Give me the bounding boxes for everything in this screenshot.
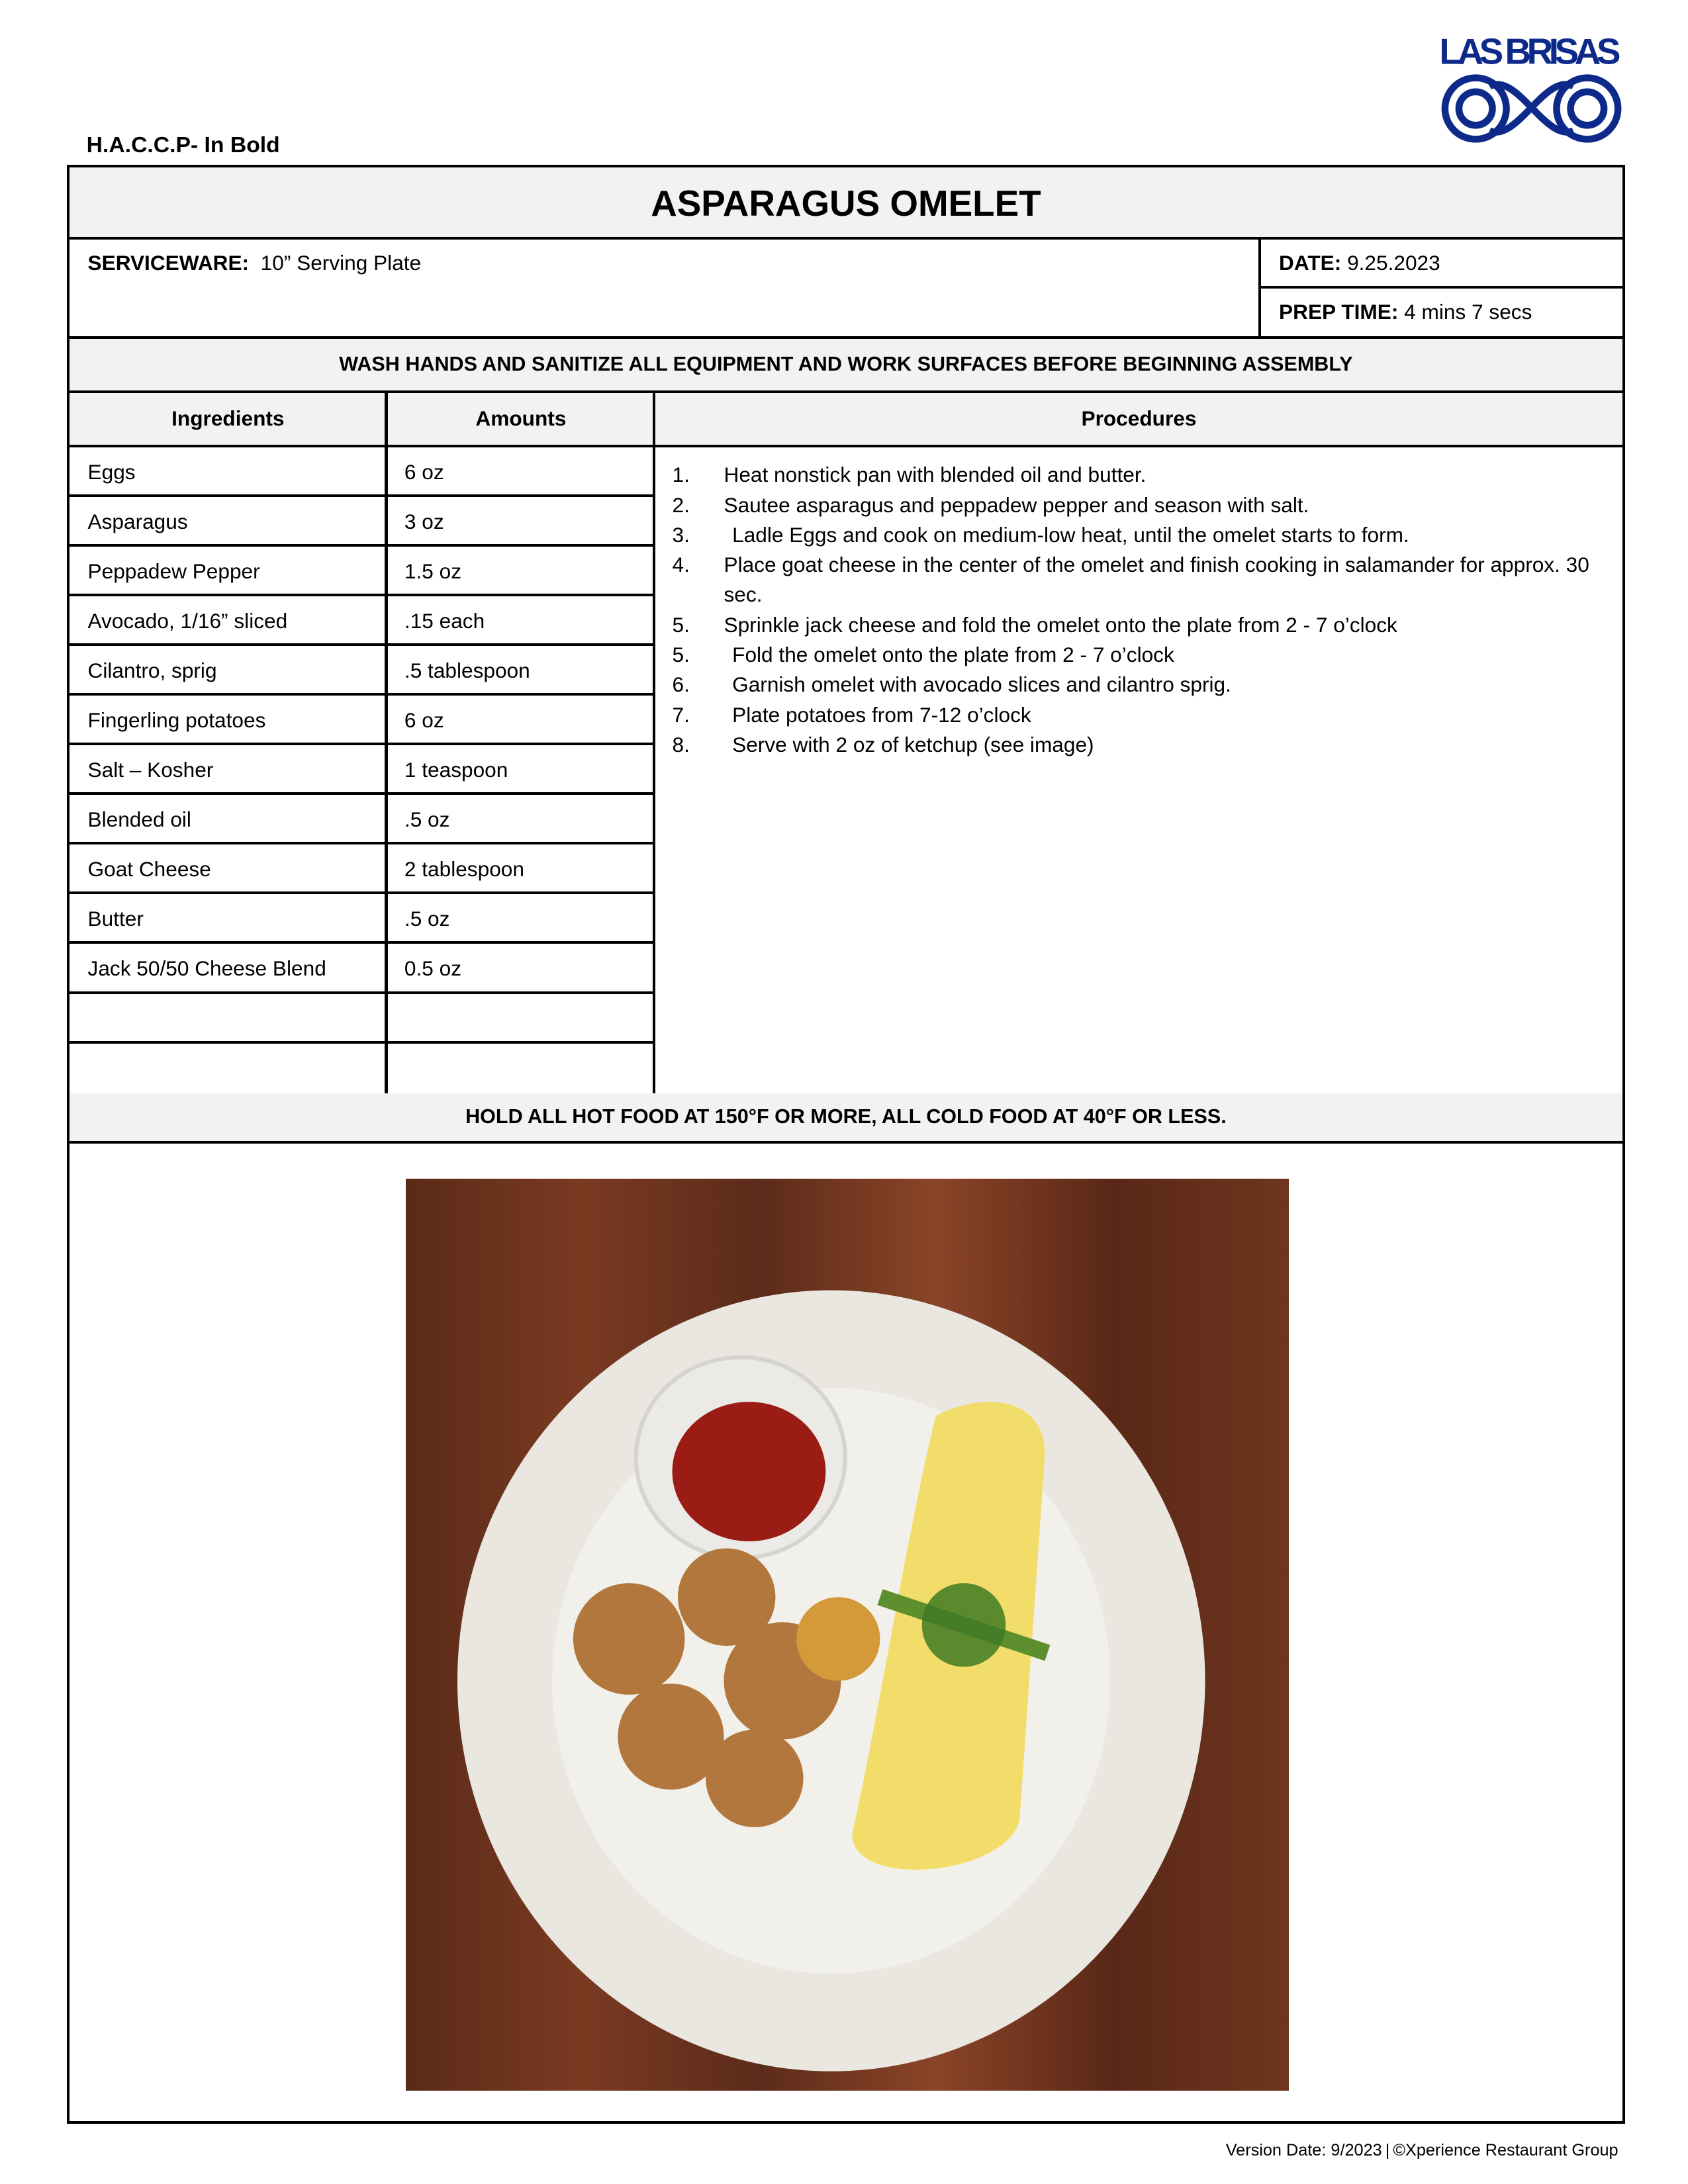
- ingredient-name: Cilantro, sprig: [87, 659, 217, 683]
- serviceware-row: [70, 240, 1622, 339]
- ingredient-row: [70, 1044, 655, 1093]
- ingredient-amount: 3 oz: [404, 510, 444, 534]
- procedure-step: [673, 700, 1593, 730]
- ingredient-amount: 6 oz: [404, 460, 444, 484]
- step-text: Place goat cheese in the center of the omelet and finish cooking in salamander for approx. 30 sec.: [724, 553, 1589, 607]
- recipe-card: [67, 165, 1625, 2124]
- step-number: 6.: [672, 672, 690, 697]
- ingredient-row: [70, 844, 655, 894]
- step-text: Garnish omelet with avocado slices and cilantro sprig.: [732, 672, 1231, 697]
- ingredient-name: Jack 50/50 Cheese Blend: [87, 956, 326, 981]
- ingredient-row: [70, 547, 655, 596]
- procedure-step: [673, 550, 1593, 610]
- recipe-title: ASPARAGUS OMELET: [70, 167, 1622, 240]
- las-brisas-logo: [1434, 30, 1629, 145]
- procedures-header: Procedures: [1081, 406, 1197, 431]
- ingredient-amount: .5 oz: [404, 907, 450, 931]
- hold-notice: HOLD ALL HOT FOOD AT 150°F OR MORE, ALL COLD FOOD AT 40°F OR LESS.: [70, 1093, 1622, 1144]
- procedure-step: [673, 640, 1593, 670]
- step-text: Heat nonstick pan with blended oil and butter.: [724, 463, 1147, 487]
- step-number: 2.: [672, 492, 690, 517]
- plated-dish-photo: [406, 1179, 1289, 2091]
- prep-time-value: 4 mins 7 secs: [1404, 299, 1532, 324]
- ingredient-amount: 6 oz: [404, 708, 444, 733]
- procedure-step: [673, 610, 1593, 640]
- ingredient-name: Butter: [87, 907, 144, 931]
- date-value: 9.25.2023: [1347, 251, 1440, 275]
- step-number: 7.: [672, 702, 690, 727]
- ingredient-amount: 2 tablespoon: [404, 857, 524, 882]
- ingredient-row: [70, 497, 655, 547]
- step-number: 8.: [672, 733, 690, 757]
- step-text: Sautee asparagus and peppadew pepper and season with salt.: [724, 492, 1309, 517]
- procedure-step: [673, 490, 1593, 520]
- procedure-step: [673, 730, 1593, 760]
- ingredient-name: Fingerling potatoes: [87, 708, 266, 733]
- ingredient-row: [70, 596, 655, 646]
- version-footer: Version Date: 9/2023 | ©Xperience Restaurant Group: [1225, 2140, 1618, 2160]
- date-label: DATE:: [1279, 251, 1342, 275]
- ingredient-name: Asparagus: [87, 510, 188, 534]
- amounts-header: Amounts: [475, 406, 567, 431]
- prep-time-label: PREP TIME:: [1279, 299, 1399, 324]
- ingredient-name: Avocado, 1/16” sliced: [87, 609, 288, 633]
- step-text: Ladle Eggs and cook on medium-low heat, until the omelet starts to form.: [732, 522, 1409, 547]
- step-text: Serve with 2 oz of ketchup (see image): [732, 733, 1094, 757]
- ingredient-name: Goat Cheese: [87, 857, 211, 882]
- step-text: Plate potatoes from 7-12 o’clock: [732, 702, 1031, 727]
- ingredient-row: [70, 447, 655, 497]
- step-number: 5.: [672, 612, 690, 637]
- procedure-step: [673, 460, 1593, 490]
- wash-notice: WASH HANDS AND SANITIZE ALL EQUIPMENT AND WORK SURFACES BEFORE BEGINNING ASSEMBLY: [70, 339, 1622, 393]
- step-number: 5.: [672, 643, 690, 667]
- procedure-step: [673, 670, 1593, 700]
- ingredient-row: [70, 646, 655, 696]
- ingredient-name: Eggs: [87, 460, 136, 484]
- haccp-note: H.A.C.C.P- In Bold: [86, 132, 280, 158]
- step-text: Sprinkle jack cheese and fold the omelet onto the plate from 2 - 7 o’clock: [724, 612, 1397, 637]
- ingredient-amount: .5 oz: [404, 807, 450, 832]
- ingredient-name: Peppadew Pepper: [87, 559, 260, 584]
- ingredient-name: Blended oil: [87, 807, 191, 832]
- step-text: Fold the omelet onto the plate from 2 - 7 o’clock: [732, 643, 1174, 667]
- step-number: 1.: [672, 463, 690, 487]
- ingredient-name: Salt – Kosher: [87, 758, 214, 782]
- step-number: 4.: [672, 553, 690, 577]
- ingredient-amount: 1.5 oz: [404, 559, 462, 584]
- step-number: 3.: [672, 522, 690, 547]
- ingredient-row: [70, 696, 655, 745]
- procedures-list: [673, 460, 1593, 760]
- ingredient-row: [70, 994, 655, 1044]
- ingredient-row: [70, 745, 655, 795]
- table-header: [70, 393, 1622, 447]
- procedure-step: [673, 520, 1593, 550]
- svg-text:LAS BRISAS: LAS BRISAS: [1439, 30, 1621, 72]
- ingredient-amount: .15 each: [404, 609, 485, 633]
- ingredient-amount: 1 teaspoon: [404, 758, 508, 782]
- serviceware-label: SERVICEWARE:: [87, 251, 250, 275]
- ingredient-row: [70, 944, 655, 993]
- ingredient-amount: 0.5 oz: [404, 956, 462, 981]
- ingredients-header: Ingredients: [171, 406, 285, 431]
- ingredient-row: [70, 894, 655, 944]
- ingredient-row: [70, 795, 655, 844]
- ingredient-amount: .5 tablespoon: [404, 659, 530, 683]
- serviceware-value: 10” Serving Plate: [260, 251, 422, 275]
